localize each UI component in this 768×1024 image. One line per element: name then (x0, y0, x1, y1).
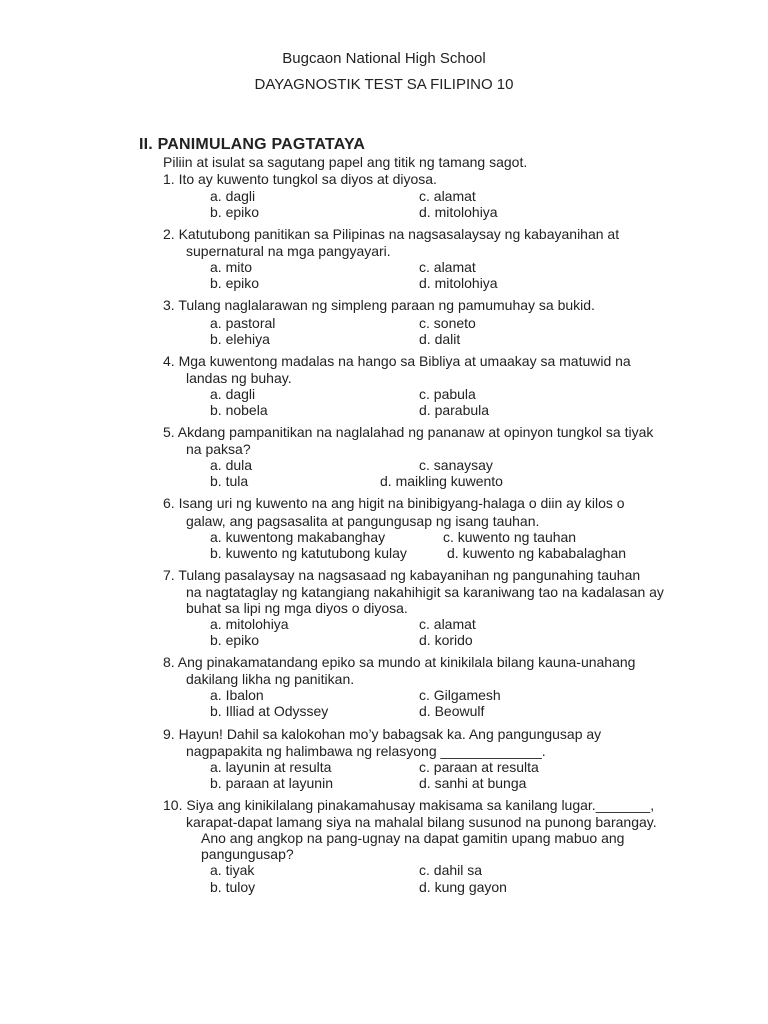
question-10-text: Ano ang angkop na pang-ugnay na dapat gamitin upang mabuo ang (201, 830, 625, 846)
question-5-text: na paksa? (186, 441, 251, 457)
question-1-text: 1. Ito ay kuwento tungkol sa diyos at diyosa. (163, 171, 437, 187)
question-6-text: galaw, ang pagsasalita at pangungusap ng isang tauhan. (186, 513, 540, 529)
question-9-choice-a: a. layunin at resulta (210, 759, 332, 775)
question-10-choice-a: a. tiyak (210, 862, 255, 878)
question-10-choice-c: c. dahil sa (419, 862, 483, 878)
question-6-choice-a: a. kuwentong makabanghay (210, 529, 386, 545)
question-2-choice-b: b. epiko (210, 275, 260, 291)
question-2-choice-d: d. mitolohiya (419, 275, 498, 291)
question-5-choice-b: b. tula (210, 473, 249, 489)
question-10-text: pangungusap? (201, 846, 294, 862)
question-7-text: buhat sa lipi ng mga diyos o diyosa. (186, 600, 408, 616)
question-10-choice-b: b. tuloy (210, 879, 256, 895)
question-3-choice-b: b. elehiya (210, 331, 270, 347)
question-10-choice-d: d. kung gayon (419, 879, 507, 895)
question-5-text: 5. Akdang pampanitikan na naglalahad ng pananaw at opinyon tungkol sa tiyak (163, 424, 654, 440)
question-7-choice-d: d. korido (419, 632, 473, 648)
question-4-text: 4. Mga kuwentong madalas na hango sa Bibliya at umaakay sa matuwid na (163, 353, 631, 369)
question-9-text: nagpapakita ng halimbawa ng relasyong _____________. (186, 743, 546, 759)
question-3-choice-c: c. soneto (419, 315, 476, 331)
question-8-text: dakilang likha ng panitikan. (186, 671, 355, 687)
instruction: Piliin at isulat sa sagutang papel ang titik ng tamang sagot. (163, 154, 528, 170)
question-10-text: karapat-dapat lamang siya na mahalal bilang susunod na punong barangay. (186, 814, 657, 830)
section-title: II. PANIMULANG PAGTATAYA (139, 136, 366, 153)
question-8-choice-a: a. Ibalon (210, 687, 264, 703)
question-7-choice-c: c. alamat (419, 616, 476, 632)
test-title: DAYAGNOSTIK TEST SA FILIPINO 10 (254, 76, 514, 93)
question-9-choice-c: c. paraan at resulta (419, 759, 539, 775)
question-6-choice-b: b. kuwento ng katutubong kulay (210, 545, 407, 561)
question-5-choice-c: c. sanaysay (419, 457, 493, 473)
question-5-choice-a: a. dula (210, 457, 253, 473)
question-7-choice-a: a. mitolohiya (210, 616, 289, 632)
question-6-choice-c: c. kuwento ng tauhan (443, 529, 577, 545)
question-4-choice-d: d. parabula (419, 402, 490, 418)
question-9-choice-d: d. sanhi at bunga (419, 775, 527, 791)
question-9-choice-b: b. paraan at layunin (210, 775, 333, 791)
question-1-choice-b: b. epiko (210, 204, 260, 220)
question-4-choice-c: c. pabula (419, 386, 476, 402)
question-1-choice-c: c. alamat (419, 188, 476, 204)
question-2-text: 2. Katutubong panitikan sa Pilipinas na nagsasalaysay ng kabayanihan at (163, 226, 620, 242)
school-name: Bugcaon National High School (282, 50, 486, 67)
question-8-choice-d: d. Beowulf (419, 703, 485, 719)
question-8-text: 8. Ang pinakamatandang epiko sa mundo at kinikilala bilang kauna-unahang (163, 654, 636, 670)
question-8-choice-b: b. Illiad at Odyssey (210, 703, 329, 719)
question-7-choice-b: b. epiko (210, 632, 260, 648)
question-3-choice-a: a. pastoral (210, 315, 276, 331)
question-4-choice-a: a. dagli (210, 386, 256, 402)
question-7-text: 7. Tulang pasalaysay na nagsasaad ng kabayanihan ng pangunahing tauhan (163, 567, 641, 583)
question-1-choice-a: a. dagli (210, 188, 256, 204)
question-4-text: landas ng buhay. (186, 370, 292, 386)
question-6-choice-d: d. kuwento ng kababalaghan (447, 545, 627, 561)
question-2-choice-a: a. mito (210, 259, 253, 275)
question-9-text: 9. Hayun! Dahil sa kalokohan mo’y babagsak ka. Ang pangungusap ay (163, 726, 602, 742)
question-2-choice-c: c. alamat (419, 259, 476, 275)
question-6-text: 6. Isang uri ng kuwento na ang higit na binibigyang-halaga o diin ay kilos o (163, 495, 625, 511)
question-8-choice-c: c. Gilgamesh (419, 687, 501, 703)
question-2-text: supernatural na mga pangyayari. (186, 243, 391, 259)
question-4-choice-b: b. nobela (210, 402, 268, 418)
question-3-text: 3. Tulang naglalarawan ng simpleng paraan ng pamumuhay sa bukid. (163, 297, 595, 313)
question-7-text: na nagtataglay ng katangiang nakahihigit sa karaniwang tao na kadalasan ay (186, 584, 664, 600)
question-1-choice-d: d. mitolohiya (419, 204, 498, 220)
question-10-text: 10. Siya ang kinikilalang pinakamahusay makisama sa kanilang lugar._______, (163, 797, 655, 813)
question-3-choice-d: d. dalit (419, 331, 461, 347)
question-5-choice-d: d. maikling kuwento (380, 473, 503, 489)
